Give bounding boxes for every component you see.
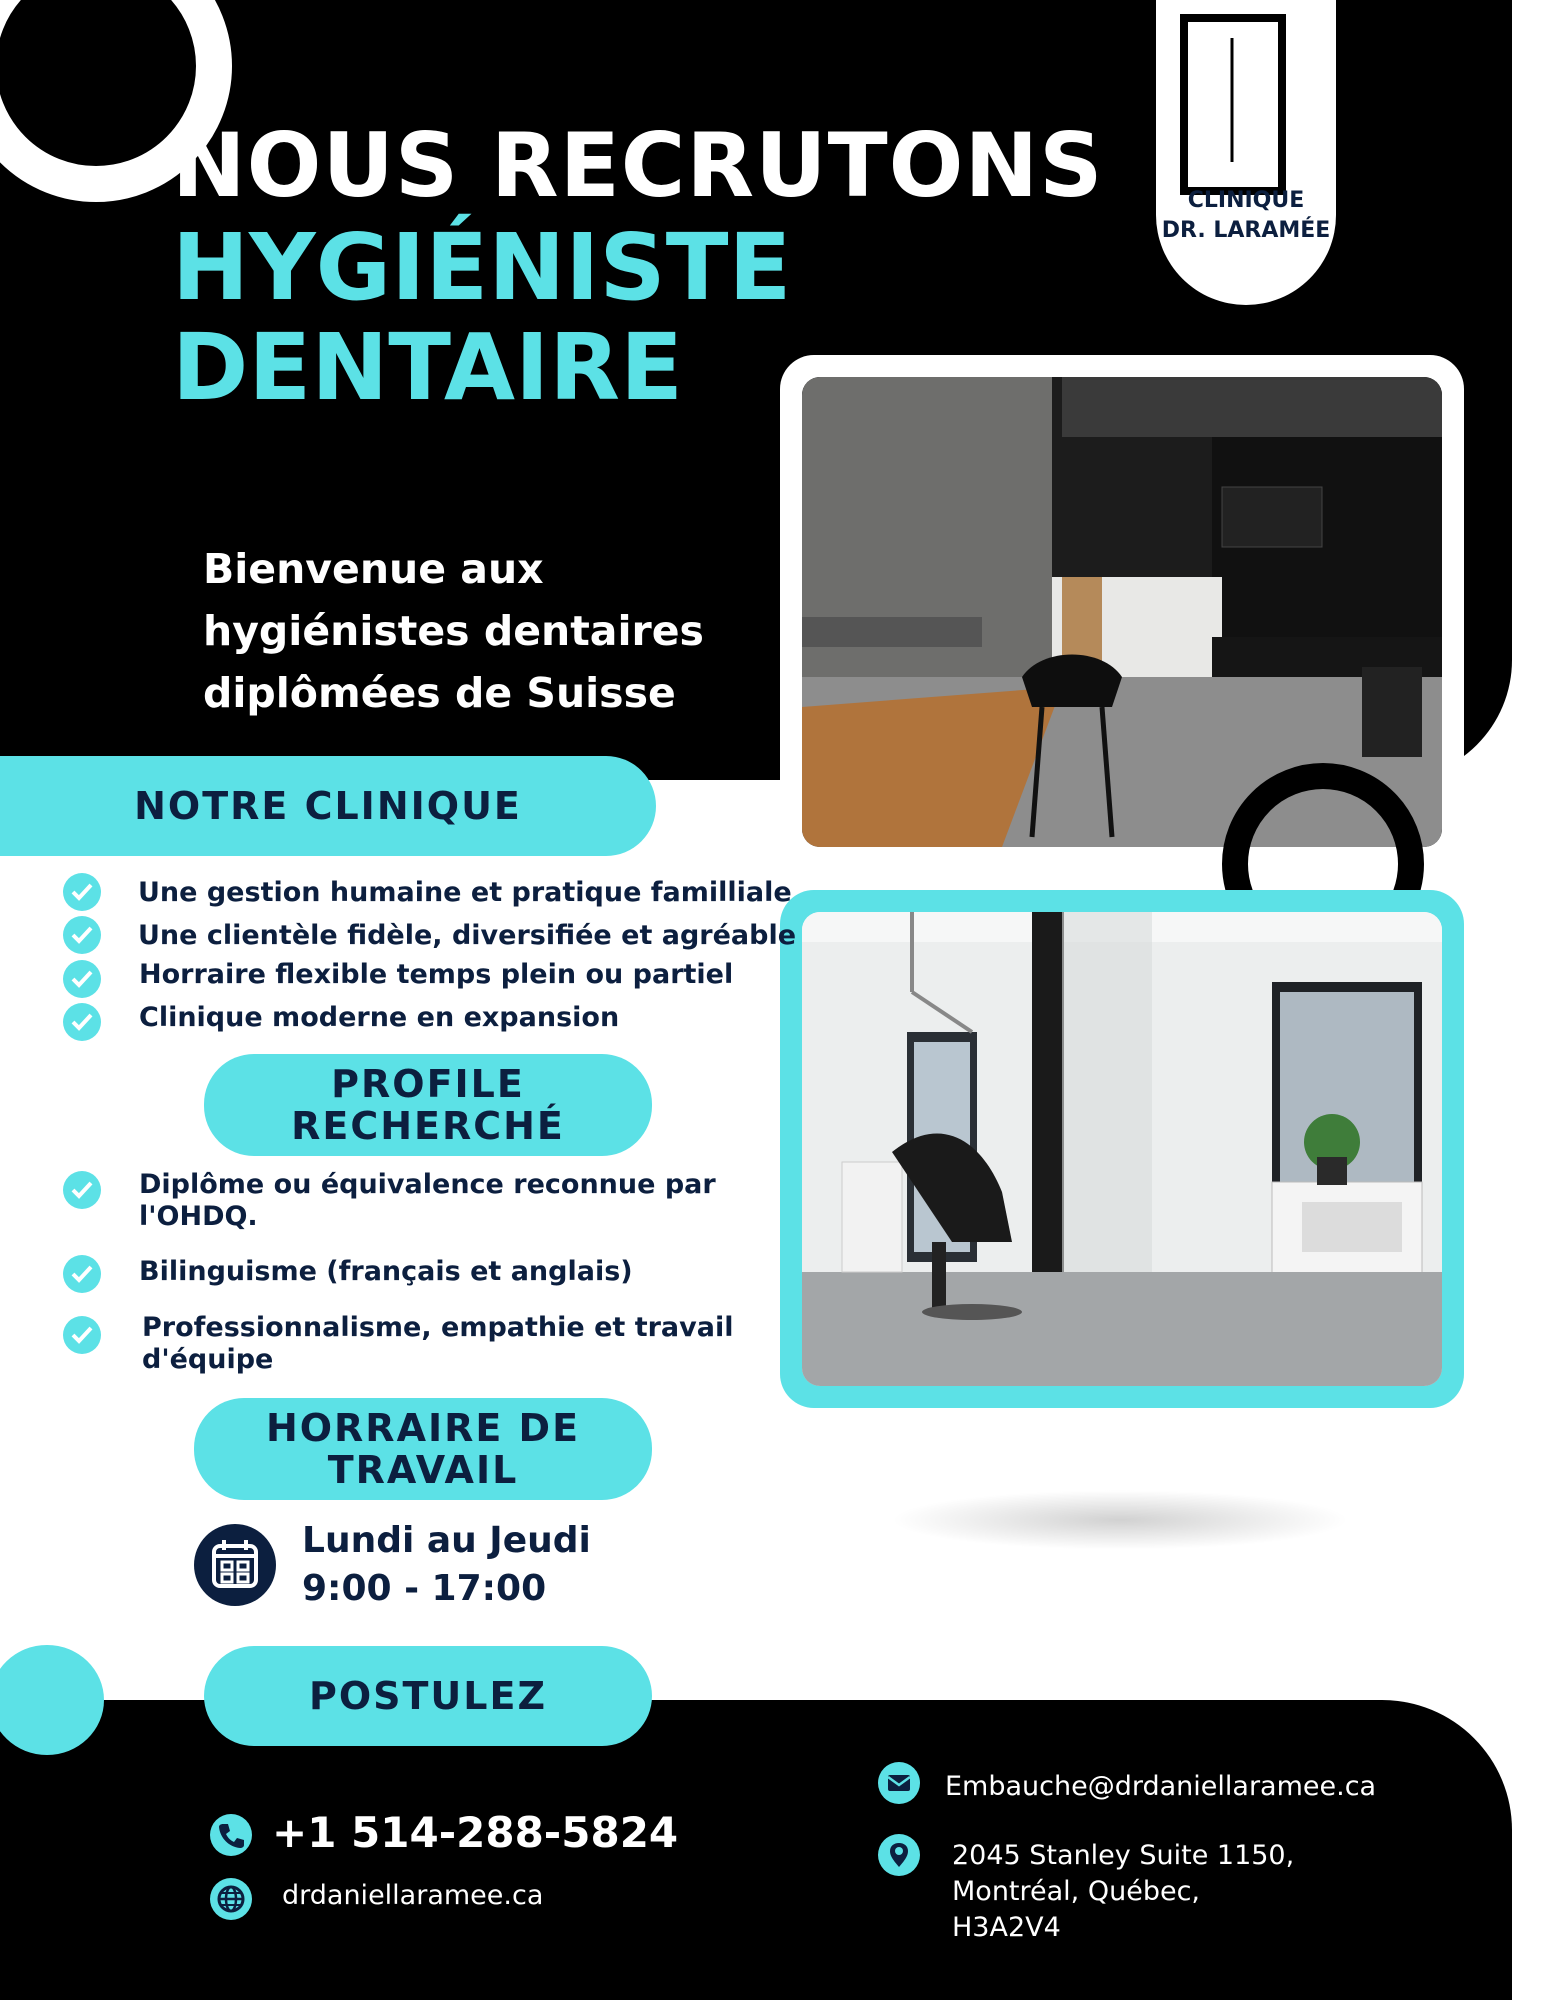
address [952,1838,1294,1946]
logo-line-1: CLINIQUE [1187,188,1305,213]
welcome-message [203,538,704,724]
clinique-item-3: Horraire flexible temps plein ou partiel [139,959,734,990]
profile-item-3 [142,1312,733,1376]
section-heading-schedule [194,1398,652,1500]
schedule-heading-line-2: TRAVAIL [327,1448,519,1492]
check-icon [63,1003,101,1041]
calendar-icon [194,1524,276,1606]
treatment-room-illustration [802,912,1442,1386]
schedule-days: Lundi au Jeudi [302,1520,591,1561]
address-line-3: H3A2V4 [952,1912,1061,1943]
clinic-treatment-room-photo [802,912,1442,1386]
check-icon [63,1255,101,1293]
logo-line-2: DR. LARAMÉE [1161,217,1331,243]
tooth-icon [1188,22,1278,187]
profile-item-3-line-1: Professionnalisme, empathie et travail [142,1312,734,1343]
clinique-item-4: Clinique moderne en expansion [139,1002,620,1033]
location-icon [878,1834,920,1876]
profile-item-1-line-1: Diplôme ou équivalence reconnue par [139,1169,716,1200]
website-link[interactable]: drdaniellaramee.ca [282,1880,544,1911]
check-icon [63,1171,101,1209]
headline-recruiting: NOUS RECRUTONS [172,114,1104,217]
profile-item-3-line-2: d'équipe [142,1344,274,1375]
schedule-hours: 9:00 - 17:00 [302,1568,547,1609]
clinique-item-2: Une clientèle fidèle, diversifiée et agréable [138,920,797,951]
address-line-1: 2045 Stanley Suite 1150, [952,1840,1295,1871]
profile-heading-line-2: RECHERCHÉ [291,1104,565,1148]
logo-frame [1180,14,1286,195]
clinic-photo-frame-2 [780,890,1464,1408]
profile-item-2: Bilinguisme (français et anglais) [139,1256,633,1287]
globe-icon [210,1878,252,1920]
headline-job-title: HYGIÉNISTE [172,214,792,321]
clinique-item-1: Une gestion humaine et pratique familliale [138,877,792,908]
check-icon [63,916,101,954]
email-link[interactable]: Embauche@drdaniellaramee.ca [945,1771,1377,1802]
schedule-heading-line-1: HORRAIRE DE [265,1406,581,1450]
apply-button[interactable]: POSTULEZ [204,1646,652,1746]
section-heading-profile [204,1054,652,1156]
address-line-2: Montréal, Québec, [952,1876,1200,1907]
photo-shadow [890,1490,1350,1550]
check-icon [63,960,101,998]
profile-heading-line-1: PROFILE [331,1062,525,1106]
clinic-logo [1156,0,1336,305]
check-icon [63,1316,101,1354]
phone-icon [210,1814,252,1856]
headline-job-title-2: DENTAIRE [172,314,683,421]
check-icon [63,873,101,911]
welcome-line-2: hygiénistes dentaires [203,607,704,655]
section-heading-clinique: NOTRE CLINIQUE [0,756,656,856]
mail-icon [878,1762,920,1804]
logo-text [1156,186,1336,245]
phone-number[interactable]: +1 514-288-5824 [272,1808,679,1857]
welcome-line-3: diplômées de Suisse [203,669,676,717]
welcome-line-1: Bienvenue aux [203,545,544,593]
profile-item-1 [139,1169,716,1233]
profile-item-1-line-2: l'OHDQ. [139,1201,258,1232]
